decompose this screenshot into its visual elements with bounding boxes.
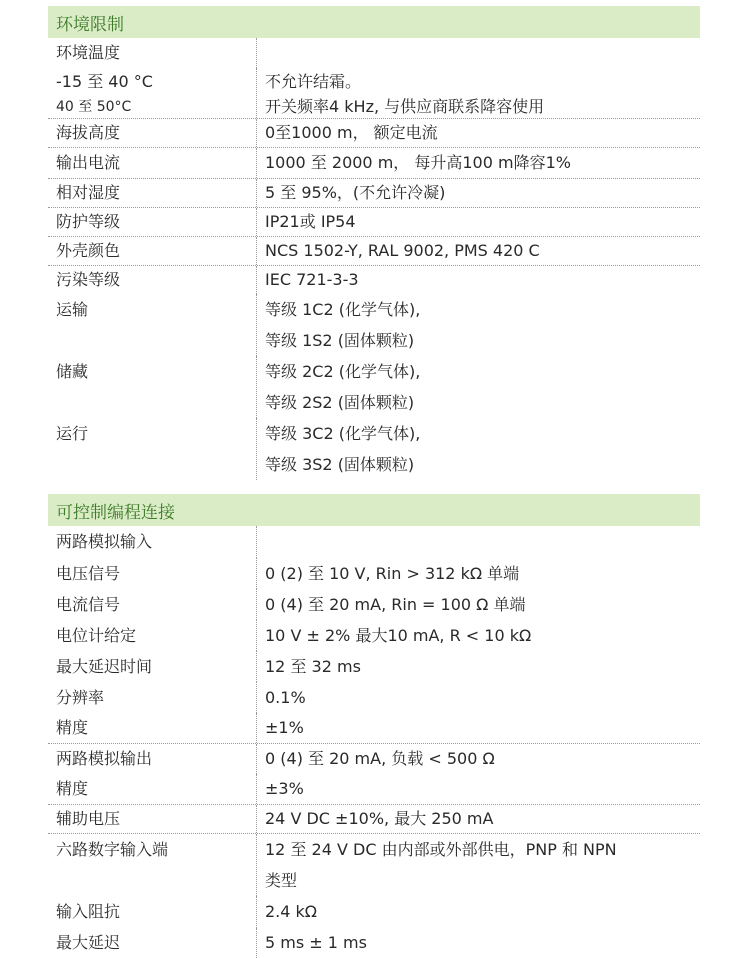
spec-value-line: 2.4 kΩ xyxy=(265,902,318,921)
spec-value xyxy=(256,713,700,743)
spec-key-line: 40 至 50°C xyxy=(56,99,132,115)
spec-row xyxy=(48,651,700,682)
spec-value xyxy=(256,266,700,294)
spec-key xyxy=(48,68,256,118)
spec-value-line: 类型 xyxy=(265,871,298,890)
spec-key-line: 两路模拟输出 xyxy=(56,749,153,768)
spec-key xyxy=(48,294,256,356)
spec-row xyxy=(48,774,700,805)
spec-key-line: 储藏 xyxy=(56,362,89,381)
spec-value xyxy=(256,558,700,589)
spec-key xyxy=(48,620,256,651)
spec-value xyxy=(256,208,700,236)
spec-key-line: 电流信号 xyxy=(56,595,121,614)
spec-value-line: 0至1000 m， 额定电流 xyxy=(265,123,438,142)
spec-key xyxy=(48,928,256,958)
spec-key xyxy=(48,744,256,774)
spec-value xyxy=(256,294,700,356)
spec-row xyxy=(48,38,700,68)
spec-row xyxy=(48,834,700,896)
spec-key-line: 环境温度 xyxy=(56,43,121,62)
spec-row xyxy=(48,682,700,713)
spec-value-line: 0 (4) 至 20 mA, 负载 < 500 Ω xyxy=(265,749,495,768)
spec-key xyxy=(48,558,256,589)
spec-value-line: 12 至 32 ms xyxy=(265,657,361,676)
spec-value-line: 等级 1S2 (固体颗粒) xyxy=(265,331,415,350)
spec-value xyxy=(256,148,700,178)
section-environment xyxy=(48,6,700,480)
spec-row xyxy=(48,148,700,179)
spec-value-line: ±1% xyxy=(265,718,304,737)
spec-value-line: 等级 3S2 (固体颗粒) xyxy=(265,455,415,474)
spec-value xyxy=(256,928,700,958)
spec-key-line: 辅助电压 xyxy=(56,809,121,828)
spec-value xyxy=(256,589,700,620)
spec-row xyxy=(48,179,700,208)
spec-key-line xyxy=(56,393,256,413)
spec-key-line: 输出电流 xyxy=(56,153,121,172)
spec-value xyxy=(256,38,700,68)
spec-value-line: IEC 721-3-3 xyxy=(265,270,359,289)
spec-value xyxy=(256,834,700,896)
spec-row xyxy=(48,589,700,620)
spec-row xyxy=(48,805,700,834)
spec-value-line: 12 至 24 V DC 由内部或外部供电，PNP 和 NPN xyxy=(265,840,617,859)
spec-key xyxy=(48,148,256,178)
spec-row xyxy=(48,620,700,651)
spec-key xyxy=(48,805,256,833)
spec-value-line: 0 (4) 至 20 mA, Rin = 100 Ω 单端 xyxy=(265,595,526,614)
spec-key xyxy=(48,356,256,418)
spec-row xyxy=(48,526,700,558)
spec-value xyxy=(256,774,700,804)
spec-key-line: 防护等级 xyxy=(56,212,121,231)
spec-key-line xyxy=(56,871,256,891)
spec-key xyxy=(48,526,256,558)
spec-value-line: 0.1% xyxy=(265,688,306,707)
spec-document xyxy=(48,0,700,958)
spec-key-line: 最大延迟时间 xyxy=(56,657,153,676)
spec-row xyxy=(48,208,700,237)
spec-key xyxy=(48,834,256,896)
spec-row xyxy=(48,896,700,928)
spec-key-line: 分辨率 xyxy=(56,688,105,707)
spec-key xyxy=(48,266,256,294)
spec-key xyxy=(48,179,256,207)
spec-value-line: 开关频率4 kHz, 与供应商联系降容使用 xyxy=(265,97,545,116)
spec-value xyxy=(256,896,700,928)
spec-value xyxy=(256,68,700,118)
spec-value xyxy=(256,620,700,651)
section-title: 可控制编程连接 xyxy=(48,494,700,526)
spec-value-line: IP21或 IP54 xyxy=(265,212,356,231)
spec-row xyxy=(48,744,700,774)
spec-value-line: 5 ms ± 1 ms xyxy=(265,933,367,952)
spec-value xyxy=(256,356,700,418)
spec-key xyxy=(48,38,256,68)
spec-value-line xyxy=(265,532,700,552)
spec-key-line: 电压信号 xyxy=(56,564,121,583)
spec-key xyxy=(48,208,256,236)
spec-value-line xyxy=(265,43,700,63)
spec-value-line: 24 V DC ±10%, 最大 250 mA xyxy=(265,809,494,828)
spec-value-line: 等级 1C2 (化学气体), xyxy=(265,300,421,319)
spec-row xyxy=(48,418,700,480)
spec-value-line: NCS 1502-Y, RAL 9002, PMS 420 C xyxy=(265,241,540,260)
spec-key-line: 相对湿度 xyxy=(56,183,121,202)
spec-key-line: 六路数字输入端 xyxy=(56,840,169,859)
section-programmable-connections xyxy=(48,494,700,958)
spec-key xyxy=(48,589,256,620)
spec-row xyxy=(48,68,700,119)
spec-value-line: 1000 至 2000 m， 每升高100 m降容1% xyxy=(265,153,571,172)
spec-key-line: 外壳颜色 xyxy=(56,241,121,260)
spec-key xyxy=(48,237,256,265)
spec-key-line: 电位计给定 xyxy=(56,626,137,645)
spec-value xyxy=(256,805,700,833)
spec-value xyxy=(256,418,700,480)
spec-key xyxy=(48,713,256,743)
spec-key-line: 精度 xyxy=(56,718,89,737)
spec-key-line: 输入阻抗 xyxy=(56,902,121,921)
spec-value xyxy=(256,651,700,682)
spec-row xyxy=(48,237,700,266)
spec-value xyxy=(256,744,700,774)
spec-value-line: 不允许结霜。 xyxy=(265,72,362,91)
spec-key xyxy=(48,418,256,480)
spec-row xyxy=(48,558,700,589)
spec-row xyxy=(48,294,700,356)
spec-row xyxy=(48,928,700,958)
spec-key xyxy=(48,774,256,804)
spec-key-line: -15 至 40 °C xyxy=(56,72,153,91)
spec-key-line: 海拔高度 xyxy=(56,123,121,142)
spec-key-line: 最大延迟 xyxy=(56,933,121,952)
spec-key-line: 精度 xyxy=(56,779,89,798)
spec-key-line xyxy=(56,455,256,475)
spec-key xyxy=(48,682,256,713)
spec-key xyxy=(48,651,256,682)
spec-key-line: 运输 xyxy=(56,300,89,319)
spec-value-line: 0 (2) 至 10 V, Rin > 312 kΩ 单端 xyxy=(265,564,520,583)
spec-key-line xyxy=(56,331,256,351)
spec-value-line: 5 至 95%，(不允许冷凝) xyxy=(265,183,446,202)
spec-value-line: ±3% xyxy=(265,779,304,798)
spec-key-line: 运行 xyxy=(56,424,89,443)
spec-value xyxy=(256,682,700,713)
spec-value xyxy=(256,526,700,558)
spec-value xyxy=(256,237,700,265)
spec-row xyxy=(48,119,700,148)
spec-row xyxy=(48,266,700,294)
section-title: 环境限制 xyxy=(48,6,700,38)
spec-row xyxy=(48,713,700,744)
spec-key xyxy=(48,896,256,928)
spec-value-line: 等级 2C2 (化学气体), xyxy=(265,362,421,381)
spec-value-line: 等级 2S2 (固体颗粒) xyxy=(265,393,415,412)
spec-value-line: 10 V ± 2% 最大10 mA, R < 10 kΩ xyxy=(265,626,532,645)
spec-key-line: 两路模拟输入 xyxy=(56,532,153,551)
spec-value xyxy=(256,179,700,207)
spec-value xyxy=(256,119,700,147)
spec-key-line: 污染等级 xyxy=(56,270,121,289)
spec-value-line: 等级 3C2 (化学气体), xyxy=(265,424,421,443)
spec-row xyxy=(48,356,700,418)
cropped-top-edge xyxy=(48,0,700,6)
spec-key xyxy=(48,119,256,147)
